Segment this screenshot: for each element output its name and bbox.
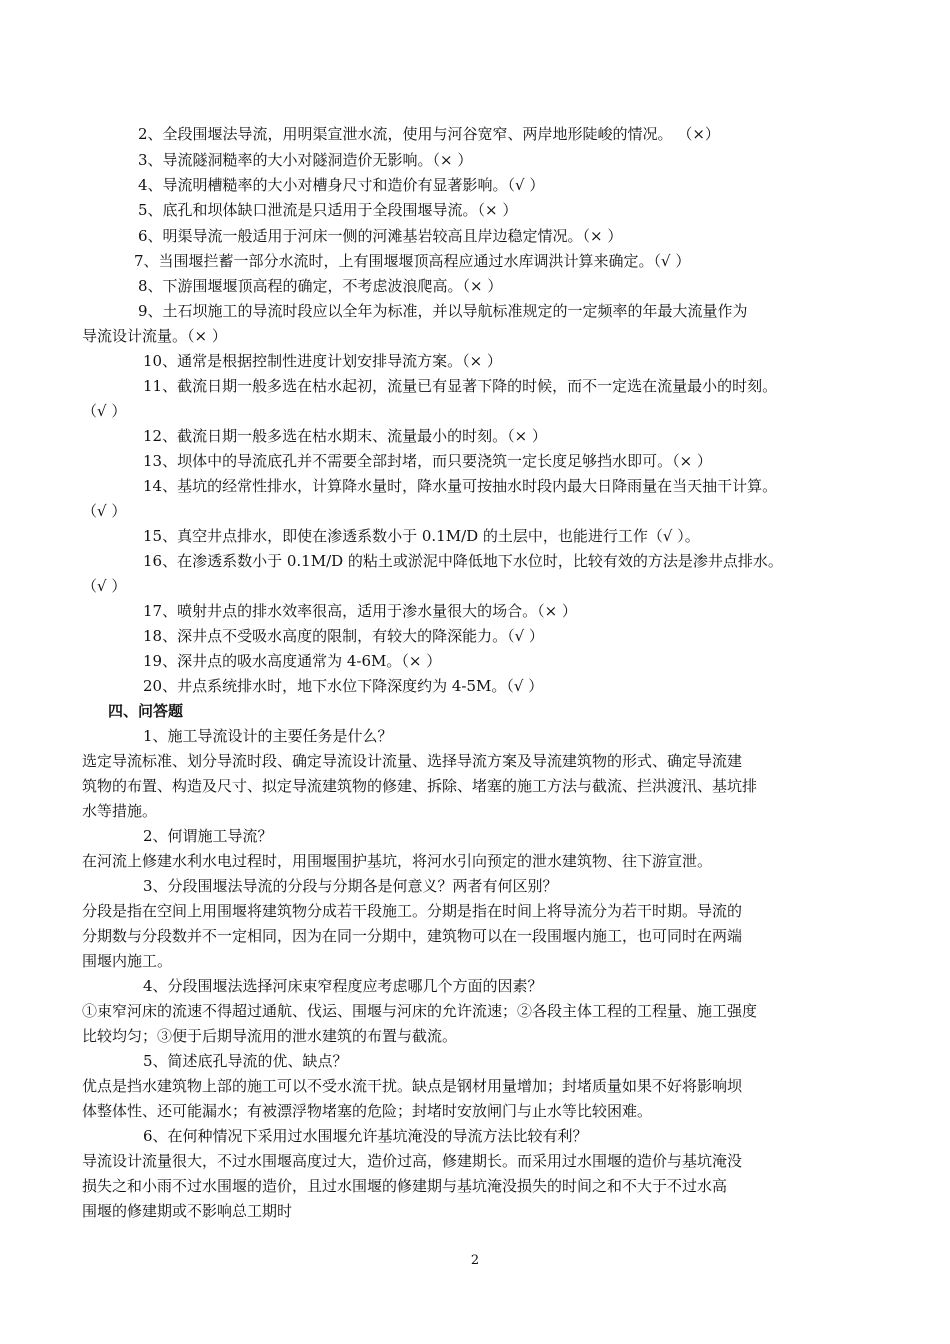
tf-item-11-cont: （√ ） xyxy=(82,402,127,420)
qa-question-2: 2、何谓施工导流？ xyxy=(143,827,273,845)
tf-item-19: 19、深井点的吸水高度通常为 4-6M。（× ） xyxy=(143,652,442,670)
qa-question-1: 1、施工导流设计的主要任务是什么？ xyxy=(143,727,393,745)
tf-item-18: 18、深井点不受吸水高度的限制，有较大的降深能力。（√ ） xyxy=(143,627,544,645)
tf-item-11: 11、截流日期一般多选在枯水起初，流量已有显著下降的时候，而不一定选在流量最小的时刻。 xyxy=(143,377,778,395)
tf-item-20: 20、井点系统排水时，地下水位下降深度约为 4-5M。（√ ） xyxy=(143,677,544,695)
qa-answer-line: 优点是挡水建筑物上部的施工可以不受水流干扰。缺点是钢材用量增加；封堵质量如果不好将影响坝 xyxy=(82,1077,743,1095)
section-heading-qa: 四、问答题 xyxy=(108,702,184,720)
qa-answer-line: 选定导流标准、划分导流时段、确定导流设计流量、选择导流方案及导流建筑物的形式、确定导流建 xyxy=(82,752,743,770)
tf-item-15: 15、真空井点排水，即使在渗透系数小于 0.1M/D 的土层中，也能进行工作（√ ）。 xyxy=(143,527,700,545)
qa-answer-line: 水等措施。 xyxy=(82,802,158,820)
tf-item-4: 4、导流明槽糙率的大小对槽身尺寸和造价有显著影响。（√ ） xyxy=(138,176,545,194)
qa-answer-line: 分期数与分段数并不一定相同，因为在同一分期中，建筑物可以在一段围堰内施工，也可同时在两端 xyxy=(82,927,743,945)
tf-item-10: 10、通常是根据控制性进度计划安排导流方案。（× ） xyxy=(143,352,502,370)
qa-answer-line: 围堰的修建期或不影响总工期时 xyxy=(82,1202,293,1220)
tf-item-5: 5、底孔和坝体缺口泄流是只适用于全段围堰导流。（× ） xyxy=(138,201,518,219)
tf-item-16-cont: （√ ） xyxy=(82,577,127,595)
tf-item-13: 13、坝体中的导流底孔并不需要全部封堵，而只要浇筑一定长度足够挡水即可。（× ） xyxy=(143,452,712,470)
qa-answer-line: 体整体性、还可能漏水；有被漂浮物堵塞的危险；封堵时安放闸门与止水等比较困难。 xyxy=(82,1102,653,1120)
qa-answer-line: 围堰内施工。 xyxy=(82,952,173,970)
qa-question-3: 3、分段围堰法导流的分段与分期各是何意义？两者有何区别？ xyxy=(143,877,558,895)
tf-item-12: 12、截流日期一般多选在枯水期末、流量最小的时刻。（× ） xyxy=(143,427,547,445)
qa-question-5: 5、简述底孔导流的优、缺点？ xyxy=(143,1052,348,1070)
qa-answer-line: 导流设计流量很大，不过水围堰高度过大，造价过高，修建期长。而采用过水围堰的造价与基坑淹没 xyxy=(82,1152,743,1170)
qa-answer-line: 损失之和小雨不过水围堰的造价，且过水围堰的修建期与基坑淹没损失的时间之和不大于不过水高 xyxy=(82,1177,728,1195)
tf-item-9-cont: 导流设计流量。（× ） xyxy=(82,327,227,345)
tf-item-8: 8、下游围堰堰顶高程的确定，不考虑波浪爬高。（× ） xyxy=(138,277,503,295)
qa-question-6: 6、在何种情况下采用过水围堰允许基坑淹没的导流方法比较有利？ xyxy=(143,1127,588,1145)
qa-answer-line: ①束窄河床的流速不得超过通航、伐运、围堰与河床的允许流速；②各段主体工程的工程量、施工强度 xyxy=(82,1002,758,1020)
tf-item-17: 17、喷射井点的排水效率很高，适用于渗水量很大的场合。（× ） xyxy=(143,602,577,620)
page-number: 2 xyxy=(470,1253,480,1268)
qa-answer-line: 筑物的布置、构造及尺寸、拟定导流建筑物的修建、拆除、堵塞的施工方法与截流、拦洪渡汛、基坑排 xyxy=(82,777,758,795)
qa-question-4: 4、分段围堰法选择河床束窄程度应考虑哪几个方面的因素？ xyxy=(143,977,543,995)
qa-answer-line: 在河流上修建水利水电过程时，用围堰围护基坑，将河水引向预定的泄水建筑物、往下游宣泄。 xyxy=(82,852,713,870)
tf-item-9: 9、土石坝施工的导流时段应以全年为标准，并以导航标准规定的一定频率的年最大流量作为 xyxy=(138,302,748,320)
tf-item-14-cont: （√ ） xyxy=(82,502,127,520)
tf-item-2: 2、全段围堰法导流，用明渠宣泄水流，使用与河谷宽窄、两岸地形陡峻的情况。 （×） xyxy=(138,125,720,143)
qa-answer-line: 分段是指在空间上用围堰将建筑物分成若干段施工。分期是指在时间上将导流分为若干时期。导流的 xyxy=(82,902,743,920)
tf-item-6: 6、明渠导流一般适用于河床一侧的河滩基岩较高且岸边稳定情况。（× ） xyxy=(138,227,623,245)
tf-item-7: 7、当围堰拦蓄一部分水流时，上有围堰堰顶高程应通过水库调洪计算来确定。（√ ） xyxy=(134,252,691,270)
tf-item-3: 3、导流隧洞糙率的大小对隧洞造价无影响。（× ） xyxy=(138,151,473,169)
qa-answer-line: 比较均匀；③便于后期导流用的泄水建筑的布置与截流。 xyxy=(82,1027,458,1045)
tf-item-16: 16、在渗透系数小于 0.1M/D 的粘土或淤泥中降低地下水位时，比较有效的方法是渗井点排水。 xyxy=(143,552,783,570)
tf-item-14: 14、基坑的经常性排水，计算降水量时，降水量可按抽水时段内最大日降雨量在当天抽干计算。 xyxy=(143,477,778,495)
